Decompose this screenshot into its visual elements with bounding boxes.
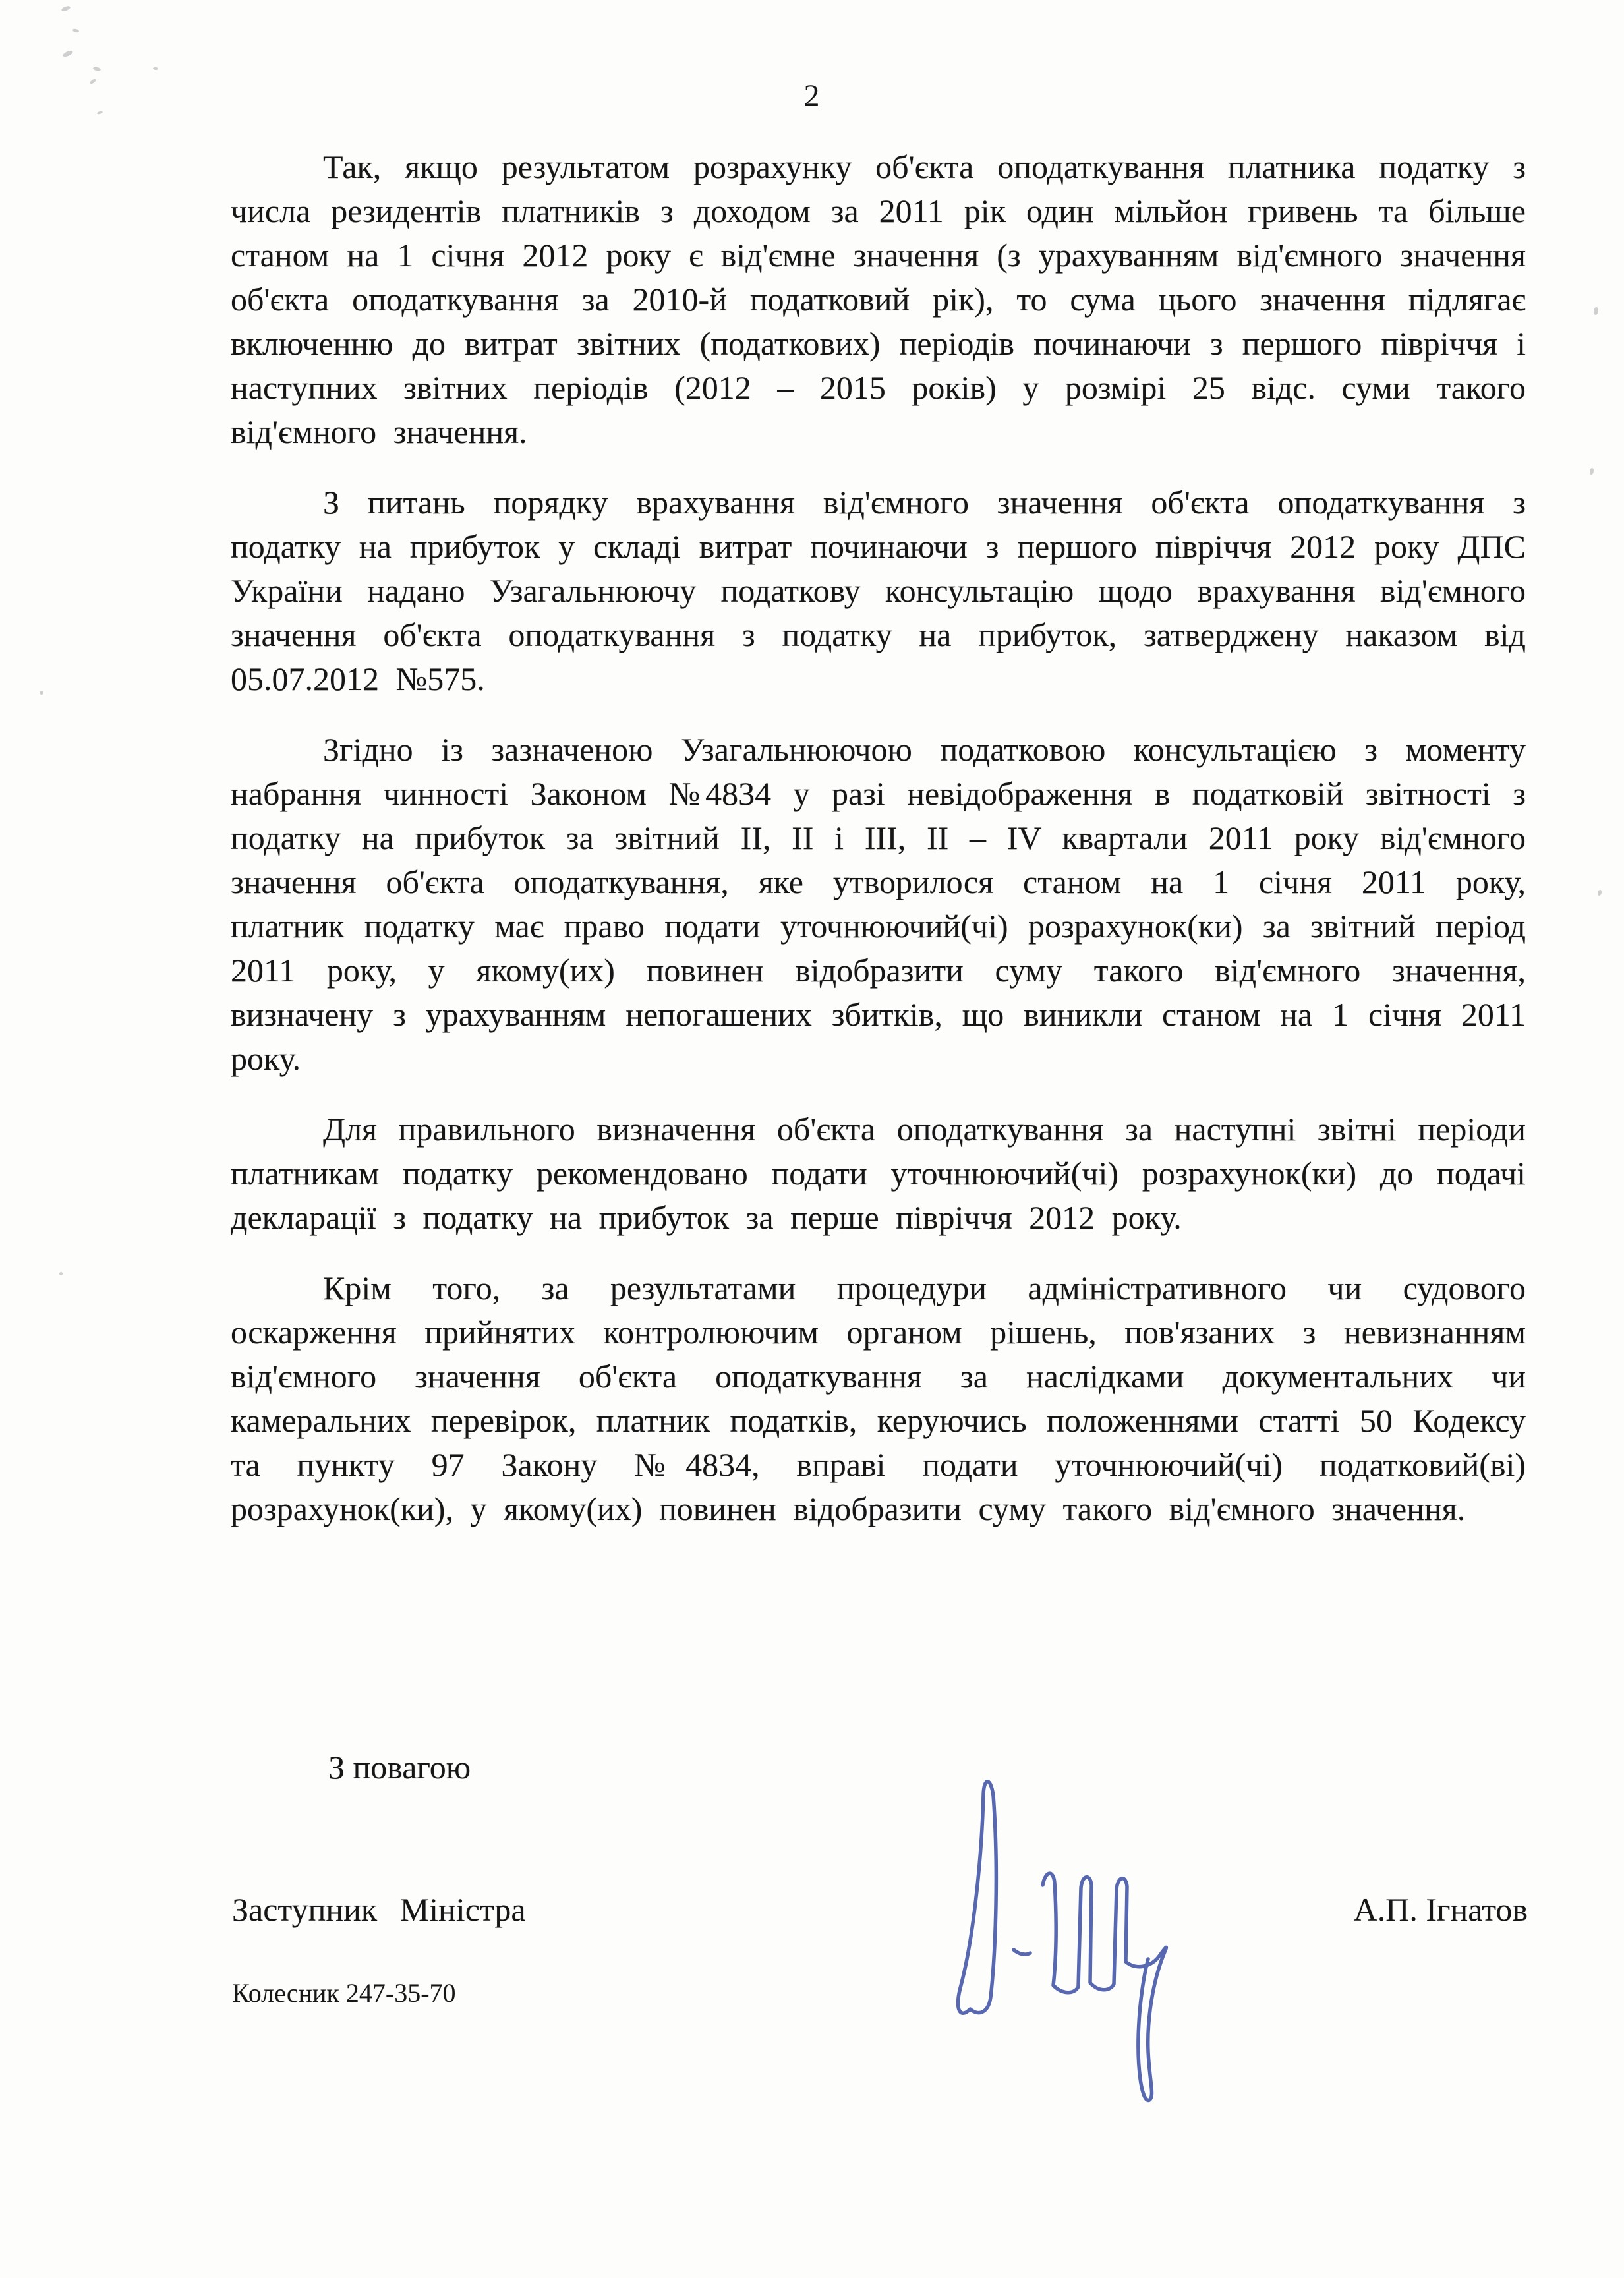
scan-speck bbox=[1590, 468, 1594, 475]
signer-name: А.П. Ігнатов bbox=[1353, 1891, 1528, 1928]
signature-ink bbox=[936, 1753, 1173, 2109]
scan-speck bbox=[61, 5, 71, 12]
scan-speck bbox=[59, 1272, 63, 1275]
scan-speck bbox=[153, 67, 158, 71]
scan-speck bbox=[40, 691, 44, 695]
scan-speck bbox=[1594, 307, 1598, 315]
scan-speck bbox=[72, 28, 80, 33]
paragraph-1: Так, якщо результатом розрахунку об'єкта оподаткування платника податку з числа резидентів платників з доходом за 2011 рік один мільйон гривень та більше станом на 1 січня 2012 року є від'ємне значення (з урахуванням від'ємного значення об'єкта оподаткування за 2010-й податковий рік), то сума цього значення підлягає включенню до витрат звітних (податкових) періодів починаючи з першого півріччя і наступних звітних періодів (2012 – 2015 років) у розмірі 25 відс. суми такого від'ємного значення. bbox=[231, 148, 1526, 450]
executor-note: Колесник 247-35-70 bbox=[232, 1978, 456, 2008]
paragraph-2: З питань порядку врахування від'ємного значення об'єкта оподаткування з податку на прибуток у складі витрат починаючи з першого півріччя 2012 року ДПС України надано Узагальнюючу податкову консультацію щодо врахування від'ємного значення об'єкта оподаткування з податку на прибуток, затверджену наказом від 05.07.2012 №575. bbox=[231, 484, 1526, 697]
scan-speck bbox=[93, 67, 102, 71]
signature-stroke-loop bbox=[958, 1782, 997, 2013]
scan-speck bbox=[62, 49, 73, 58]
scan-speck bbox=[97, 111, 103, 115]
signer-title: Заступник Міністра bbox=[232, 1891, 526, 1928]
signature-stroke-dash bbox=[1014, 1950, 1030, 1954]
document-body bbox=[231, 145, 1526, 1558]
signature-stroke-sh-tail bbox=[1043, 1873, 1166, 2100]
paragraph-5: Крім того, за результатами процедури адміністративного чи судового оскарження прийнятих контролюючим органом рішень, пов'язаних з невизнанням від'ємного значення об'єкта оподаткування за наслідками документальних чи камеральних перевірок, платник податків, керуючись положеннями статті 50 Кодексу та пункту 97 Закону №4834, вправі подати уточнюючий(чі) податковий(ві) розрахунок(ки), у якому(их) повинен відобразити суму такого від'ємного значення. bbox=[231, 1270, 1526, 1527]
paragraph-4: Для правильного визначення об'єкта оподаткування за наступні звітні періоди платникам податку рекомендовано подати уточнюючий(чі) розрахунок(ки) до подачі декларації з податку на прибуток за перше півріччя 2012 року. bbox=[231, 1111, 1526, 1236]
page-number: 2 bbox=[803, 78, 821, 113]
closing-salutation: З повагою bbox=[328, 1749, 471, 1786]
scan-speck bbox=[1598, 890, 1602, 896]
paragraph-3: Згідно із зазначеною Узагальнюючою податковою консультацією з моменту набрання чинності Законом №4834 у разі невідображення в податковій звітності з податку на прибуток за звітний ІІ, ІІ і ІІІ, ІІ – ІV квартали 2011 року від'ємного значення об'єкта оподаткування, яке утворилося станом на 1 січня 2011 року, платник податку має право подати уточнюючий(чі) розрахунок(ки) за звітний період 2011 року, у якому(их) повинен відобразити суму такого від'ємного значення, визначену з урахуванням непогашених збитків, що виникли станом на 1 січня 2011 року. bbox=[231, 731, 1526, 1077]
